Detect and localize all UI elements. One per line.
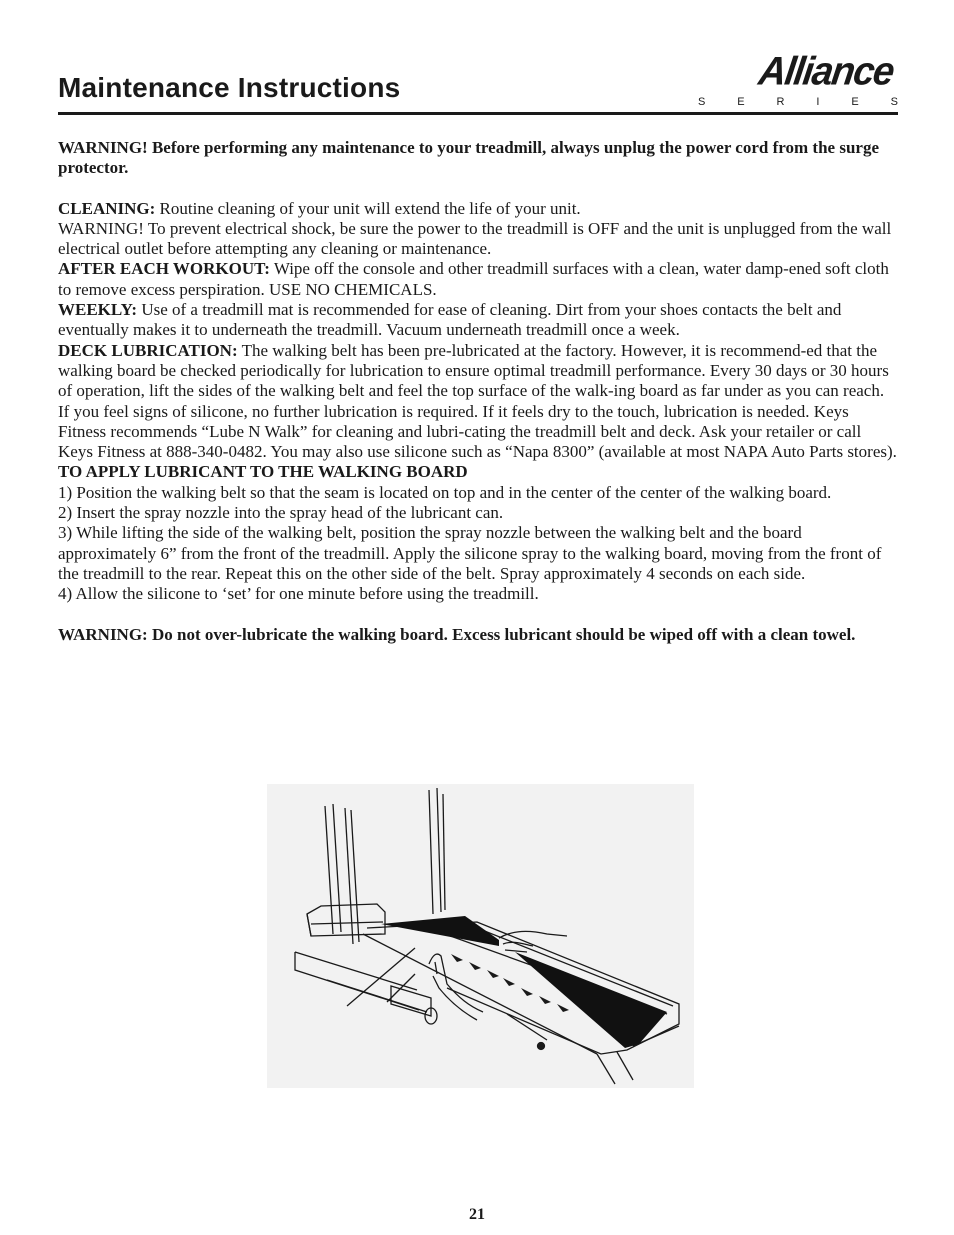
warning-over-lubricate: WARNING: Do not over-lubricate the walking board. Excess lubricant should be wiped off with a clean towel.: [58, 624, 856, 644]
cleaning-text: Routine cleaning of your unit will extend the life of your unit.: [155, 198, 581, 218]
header-rule: [58, 112, 898, 115]
treadmill-lubrication-illustration: [267, 784, 694, 1088]
apply-step: 4) Allow the silicone to ‘set’ for one minute before using the treadmill.: [58, 584, 539, 604]
page-title: Maintenance Instructions: [58, 72, 401, 103]
warning-unplug: WARNING! Before performing any maintenance to your treadmill, always unplug the power cord from the surge protector.: [58, 138, 879, 178]
apply-step: 2) Insert the spray nozzle into the spray head of the lubricant can.: [58, 503, 504, 523]
deck-paragraph: [58, 341, 898, 463]
page-number: 21: [469, 1206, 485, 1223]
instructions-body: [58, 138, 898, 645]
logo-series-text: S E R I E S: [698, 96, 898, 108]
after-workout-paragraph: [58, 259, 898, 300]
weekly-paragraph: [58, 300, 898, 341]
page-header: [58, 50, 898, 118]
apply-step: 3) While lifting the side of the walking belt, position the spray nozzle between the walking belt and the board approximately 6” from the front of the treadmill. Apply the silicone spray to the walking board, moving from the front of the treadmill to the rear. Repeat this on the other side of the belt. Spray approximately 4 seconds on each side.: [58, 523, 882, 583]
cleaning-label: CLEANING:: [58, 198, 156, 218]
after-workout-text: Wipe off the console and other treadmill surfaces with a clean, water damp-ened soft cloth to remove excess perspiration. USE NO CHEMICALS.: [58, 259, 889, 299]
cleaning-warning: WARNING! To prevent electrical shock, be sure the power to the treadmill is OFF and the unit is unplugged from the wall electrical outlet before attempting any cleaning or maintenance.: [58, 218, 892, 259]
alliance-series-logo: [692, 50, 898, 110]
logo-wordmark: Alliance: [756, 49, 897, 94]
deck-text: The walking belt has been pre-lubricated at the factory. However, it is recommend-ed that the walking board be checked periodically for lubrication to ensure optimal treadmill performance. Every 30 days or 30 hours of operation, lift the sides of the walking belt and feel the top surface of the walk-ing board as far under as you can reach. If you feel signs of silicone, no further lubrication is required. If it feels dry to the touch, lubrication is needed. Keys Fitness recommends “Lube N Walk” for cleaning and lubri-cating the treadmill belt and deck. Ask your retailer or call Keys Fitness at 888-340-0482. You may also use silicone such as “Napa 8300” (available at most NAPA Auto Parts stores).: [58, 340, 897, 462]
deck-label: DECK LUBRICATION:: [58, 340, 238, 360]
apply-step: 1) Position the walking belt so that the seam is located on top and in the center of the center of the walking board.: [58, 482, 832, 502]
weekly-text: Use of a treadmill mat is recommended for ease of cleaning. Dirt from your shoes contacts the belt and eventually makes it to underneath the treadmill. Vacuum underneath treadmill once a week.: [58, 300, 842, 340]
cleaning-paragraph: [58, 199, 898, 219]
after-workout-label: AFTER EACH WORKOUT:: [58, 259, 270, 279]
weekly-label: WEEKLY:: [58, 300, 138, 320]
apply-heading: TO APPLY LUBRICANT TO THE WALKING BOARD: [58, 462, 468, 482]
